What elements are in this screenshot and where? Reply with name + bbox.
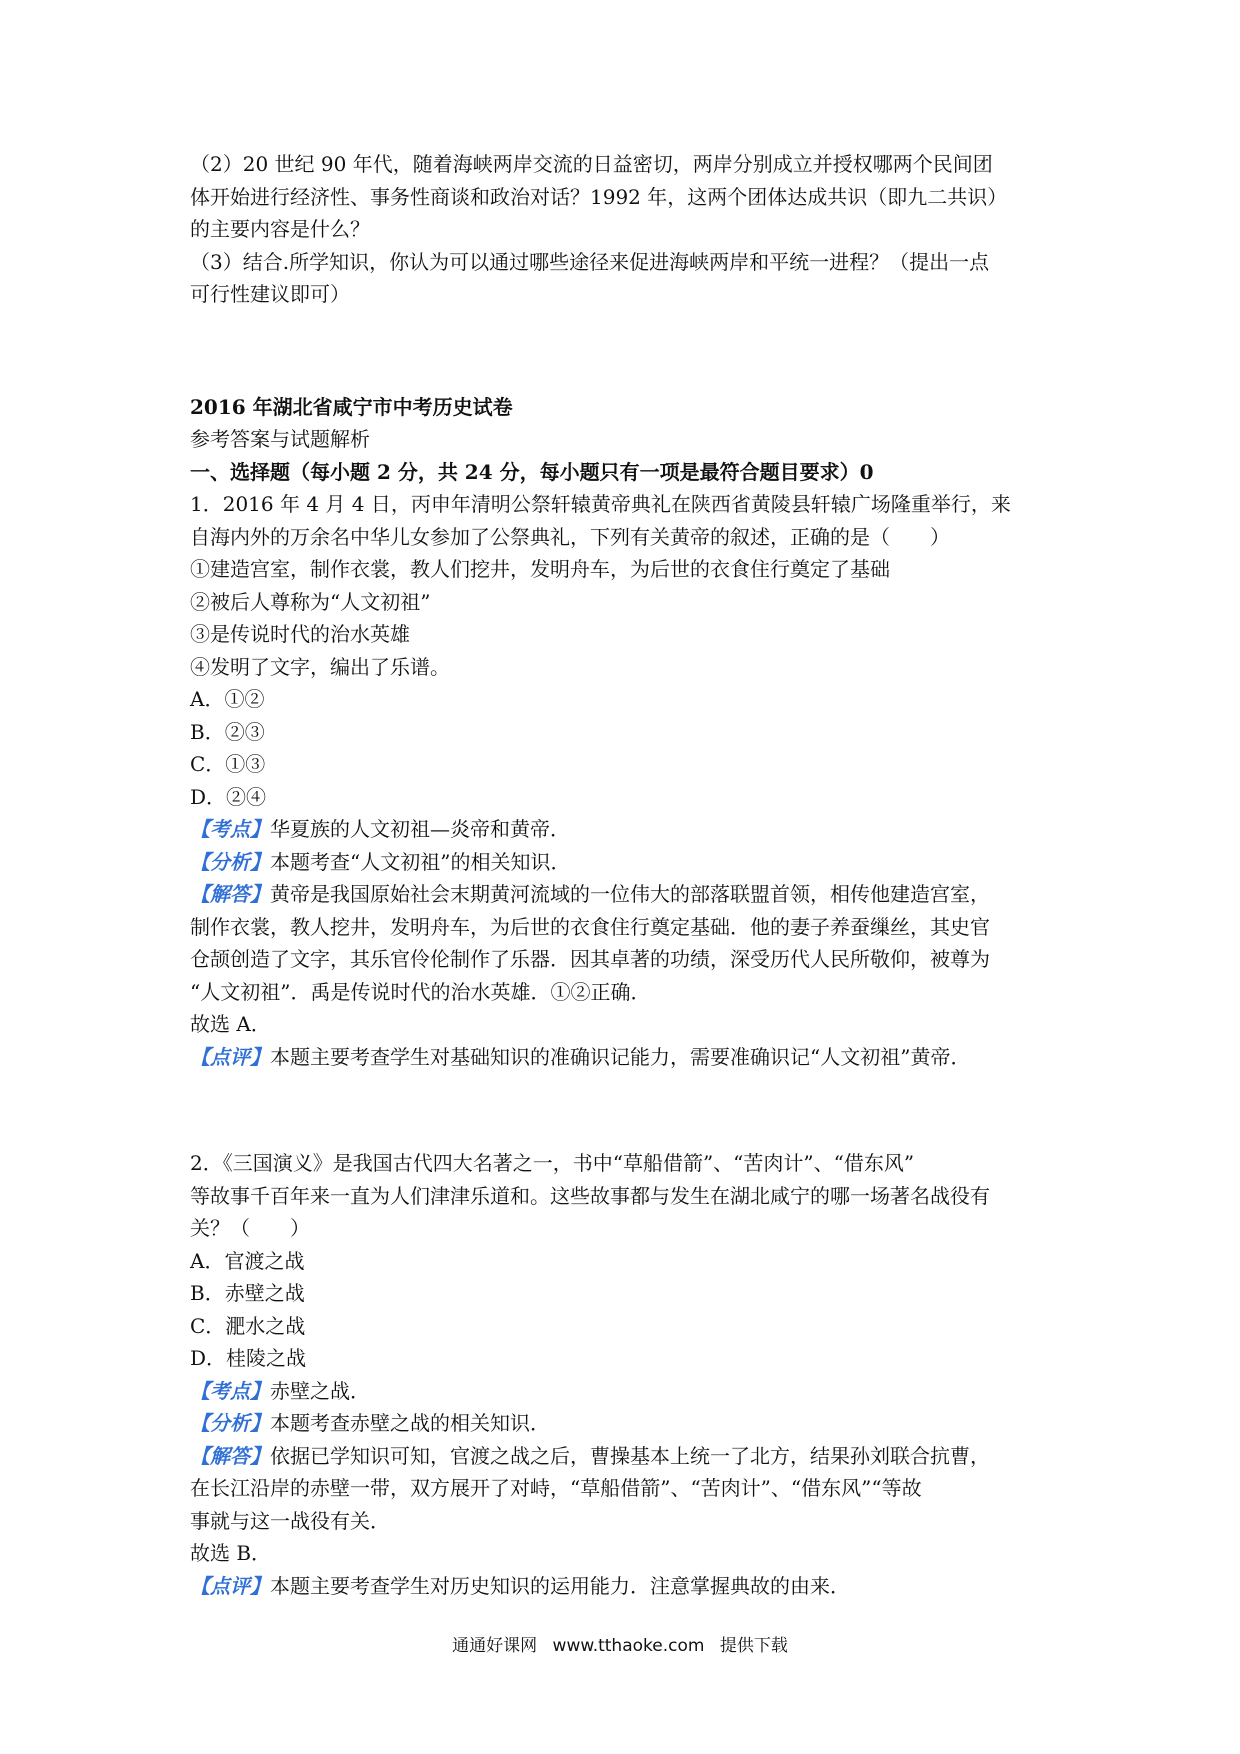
statement: ①建造宫室，制作衣裳，教人们挖井，发明舟车，为后世的衣食住行奠定了基础 <box>190 557 890 581</box>
jieda-line: 在长江沿岸的赤壁一带，双方展开了对峙，“草船借箭”、“苦肉计”、“借东风”“等故 <box>190 1476 922 1500</box>
option-c: C．淝水之战 <box>190 1313 306 1338</box>
jieda-row <box>190 1440 1070 1473</box>
option-d: D．②④ <box>190 784 267 809</box>
option-b: B．②③ <box>190 719 265 744</box>
jieda-text: 依据已学知识可知，官渡之战之后，曹操基本上统一了北方，结果孙刘联合抗曹， <box>270 1443 990 1468</box>
option-d: D．桂陵之战 <box>190 1346 307 1370</box>
statement: ②被后人尊称为“人文初祖” <box>190 589 431 614</box>
dianping-tag: 【点评】 <box>190 1044 270 1069</box>
dianping-text: 本题主要考查学生对历史知识的运用能力．注意掌握典故的由来． <box>270 1573 850 1598</box>
jieda-row <box>190 878 1070 911</box>
option-c: C．①③ <box>190 752 266 776</box>
question-stem-line: 2．《三国演义》是我国古代四大名著之一，书中“草船借箭”、“苦肉计”、“借东风” <box>190 1151 915 1175</box>
dianping-row <box>190 1570 1070 1603</box>
fenxi-text: 本题考查赤壁之战的相关知识． <box>270 1411 550 1435</box>
spacer <box>190 1073 1070 1147</box>
option-b: B．赤壁之战 <box>190 1281 305 1305</box>
page-footer <box>0 1634 1240 1658</box>
kaodian-tag: 【考点】 <box>190 817 270 841</box>
kaodian-tag: 【考点】 <box>190 1378 270 1403</box>
kaodian-text: 赤壁之战． <box>270 1378 370 1403</box>
question-1 <box>190 488 1070 1073</box>
kaodian-row <box>190 1375 1070 1408</box>
kaodian-text: 华夏族的人文初祖—炎帝和黄帝． <box>270 817 570 841</box>
text-line: （2）20 世纪 90 年代，随着海峡两岸交流的日益密切，两岸分别成立并授权哪两个民间团 <box>190 152 993 176</box>
footer-site-name: 通通好课网 <box>452 1636 538 1656</box>
fenxi-row <box>190 1407 1070 1440</box>
text-line: 的主要内容是什么？ <box>190 217 370 241</box>
footer-url[interactable]: www.tthaoke.com <box>552 1636 705 1656</box>
question-stem-line: 1．2016 年 4 月 4 日，丙申年清明公祭轩辕黄帝典礼在陕西省黄陵县轩辕广场隆重举行，来 <box>190 492 1011 516</box>
text-line: 体开始进行经济性、事务性商谈和政治对话？1992 年，这两个团体达成共识（即九二共识） <box>190 184 1008 209</box>
jieda-line: 仓颉创造了文字，其乐官伶伦制作了乐器．因其卓著的功绩，深受历代人民所敬仰，被尊为 <box>190 947 990 971</box>
dianping-tag: 【点评】 <box>190 1573 270 1598</box>
jieda-text: 黄帝是我国原始社会末期黄河流域的一位伟大的部落联盟首领，相传他建造宫室， <box>270 882 990 906</box>
spacer <box>190 311 1070 391</box>
fenxi-row <box>190 846 1070 879</box>
jieda-line: “人文初祖”．禹是传说时代的治水英雄．①②正确． <box>190 979 651 1004</box>
answer-line: 故选 B． <box>190 1541 272 1565</box>
exam-subtitle: 参考答案与试题解析 <box>190 427 370 451</box>
prev-question-part3 <box>190 246 1070 311</box>
text-line: （3）结合.所学知识，你认为可以通过哪些途径来促进海峡两岸和平统一进程？（提出一点 <box>190 249 990 274</box>
kaodian-row <box>190 813 1070 846</box>
question-stem-line: 等故事千百年来一直为人们津津乐道和。这些故事都与发生在湖北咸宁的哪一场著名战役有 <box>190 1183 990 1208</box>
jieda-line: 事就与这一战役有关． <box>190 1508 390 1533</box>
dianping-text: 本题主要考查学生对基础知识的准确识记能力，需要准确识记“人文初祖”黄帝． <box>270 1044 971 1069</box>
statement: ④发明了文字，编出了乐谱。 <box>190 654 450 679</box>
statement: ③是传说时代的治水英雄 <box>190 622 410 646</box>
question-stem-line: 自海内外的万余名中华儿女参加了公祭典礼，下列有关黄帝的叙述，正确的是（ ） <box>190 524 950 549</box>
answer-line: 故选 A． <box>190 1012 271 1036</box>
fenxi-tag: 【分析】 <box>190 1411 270 1435</box>
text-line: 可行性建议即可） <box>190 282 350 306</box>
exam-title: 2016 年湖北省咸宁市中考历史试卷 <box>190 394 513 419</box>
jieda-tag: 【解答】 <box>190 882 270 906</box>
fenxi-text: 本题考查“人文初祖”的相关知识． <box>270 849 571 874</box>
option-a: A．①② <box>190 687 265 711</box>
jieda-tag: 【解答】 <box>190 1443 270 1468</box>
jieda-line: 制作衣裳，教人挖井，发明舟车，为后世的衣食住行奠定基础．他的妻子养蚕缫丝，其史官 <box>190 914 990 939</box>
option-a: A．官渡之战 <box>190 1248 305 1273</box>
fenxi-tag: 【分析】 <box>190 849 270 874</box>
prev-question-part2 <box>190 148 1070 246</box>
question-stem-line: 关？（ ） <box>190 1216 310 1240</box>
exam-page <box>190 148 1070 1602</box>
question-2 <box>190 1147 1070 1602</box>
dianping-row <box>190 1041 1070 1074</box>
footer-suffix: 提供下载 <box>719 1636 788 1656</box>
section-heading: 一、选择题（每小题 2 分，共 24 分，每小题只有一项是最符合题目要求）0 <box>190 459 874 484</box>
